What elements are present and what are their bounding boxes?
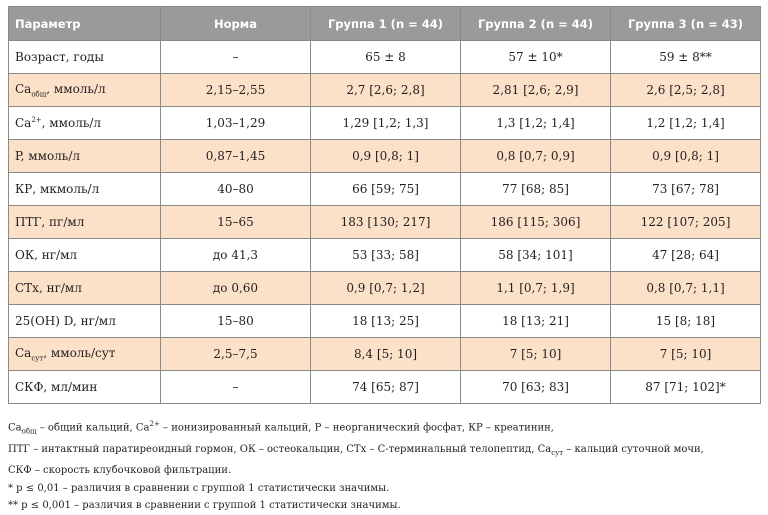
group2-cell: 58 [34; 101] — [461, 239, 611, 272]
note-abbr: Ca — [8, 422, 22, 434]
group3-cell: 87 [71; 102]* — [611, 371, 761, 404]
norm-cell: – — [161, 371, 311, 404]
table-row — [9, 107, 761, 140]
table-footnotes — [8, 416, 760, 515]
group2-cell: 1,3 [1,2; 1,4] — [461, 107, 611, 140]
group3-cell: 59 ± 8** — [611, 41, 761, 74]
param-superscript: 2+ — [31, 116, 42, 124]
table-row — [9, 206, 761, 239]
group3-cell: 47 [28; 64] — [611, 239, 761, 272]
table-row — [9, 338, 761, 371]
param-cell: ПТГ, пг/мл — [9, 206, 161, 239]
table-row — [9, 173, 761, 206]
header-group-2: Группа 2 (n = 44) — [461, 7, 611, 41]
group3-cell: 7 [5; 10] — [611, 338, 761, 371]
note-text: – общий кальций, — [36, 422, 136, 434]
note-superscript: 2+ — [149, 420, 160, 428]
table-row — [9, 371, 761, 404]
group2-cell: 1,1 [0,7; 1,9] — [461, 272, 611, 305]
group3-cell: 15 [8; 18] — [611, 305, 761, 338]
table-row — [9, 305, 761, 338]
group3-cell: 0,8 [0,7; 1,1] — [611, 272, 761, 305]
group3-cell: 2,6 [2,5; 2,8] — [611, 74, 761, 107]
group1-cell: 53 [33; 58] — [311, 239, 461, 272]
group2-cell: 70 [63; 83] — [461, 371, 611, 404]
data-table — [8, 6, 761, 404]
group3-cell: 122 [107; 205] — [611, 206, 761, 239]
group1-cell: 65 ± 8 — [311, 41, 461, 74]
group1-cell: 0,9 [0,7; 1,2] — [311, 272, 461, 305]
param-cell: СКФ, мл/мин — [9, 371, 161, 404]
norm-cell: 15–80 — [161, 305, 311, 338]
footnote-abbreviations-1 — [8, 416, 760, 441]
group2-cell: 2,81 [2,6; 2,9] — [461, 74, 611, 107]
footnote-significance-1: * p ≤ 0,01 – различия в сравнении с группой 1 статистически значимы. — [8, 482, 390, 494]
group3-cell: 73 [67; 78] — [611, 173, 761, 206]
header-group-1: Группа 1 (n = 44) — [311, 7, 461, 41]
group2-cell: 77 [68; 85] — [461, 173, 611, 206]
group2-cell: 0,8 [0,7; 0,9] — [461, 140, 611, 173]
norm-cell: до 41,3 — [161, 239, 311, 272]
header-parameter: Параметр — [9, 7, 161, 41]
group1-cell: 74 [65; 87] — [311, 371, 461, 404]
footnote-significance-2: ** p ≤ 0,001 – различия в сравнении с группой 1 статистически значимы. — [8, 500, 401, 512]
param-unit: , ммоль/л — [46, 81, 106, 96]
group1-cell: 183 [130; 217] — [311, 206, 461, 239]
norm-cell: 40–80 — [161, 173, 311, 206]
group3-cell: 1,2 [1,2; 1,4] — [611, 107, 761, 140]
note-abbr: Ca — [537, 443, 552, 455]
norm-cell: 15–65 — [161, 206, 311, 239]
group2-cell: 7 [5; 10] — [461, 338, 611, 371]
param-cell — [9, 74, 161, 107]
param-cell: ОК, нг/мл — [9, 239, 161, 272]
group2-cell: 186 [115; 306] — [461, 206, 611, 239]
group1-cell: 18 [13; 25] — [311, 305, 461, 338]
group1-cell: 66 [59; 75] — [311, 173, 461, 206]
norm-cell: 2,5–7,5 — [161, 338, 311, 371]
param-cell: P, ммоль/л — [9, 140, 161, 173]
table-row — [9, 74, 761, 107]
param-unit: , ммоль/сут — [43, 345, 116, 360]
note-text: – кальций суточной мочи, — [563, 443, 704, 455]
param-cell: КР, мкмоль/л — [9, 173, 161, 206]
group2-cell: 18 [13; 21] — [461, 305, 611, 338]
note-text: – ионизированный кальций, P – неорганический фосфат, КР – креатинин, — [159, 422, 554, 434]
header-row — [9, 7, 761, 41]
table-row — [9, 140, 761, 173]
param-base: Ca — [15, 116, 32, 130]
norm-cell: 1,03–1,29 — [161, 107, 311, 140]
param-base: Ca — [15, 81, 32, 96]
footnote-abbreviations-2 — [8, 441, 760, 463]
table-row — [9, 41, 761, 74]
norm-cell: 0,87–1,45 — [161, 140, 311, 173]
param-unit: , ммоль/л — [41, 116, 102, 130]
param-cell: Возраст, годы — [9, 41, 161, 74]
param-cell — [9, 338, 161, 371]
table-row — [9, 239, 761, 272]
footnote-abbreviations-3: СКФ – скорость клубочковой фильтрации. — [8, 465, 232, 477]
param-cell: СТх, нг/мл — [9, 272, 161, 305]
note-subscript: общ — [21, 427, 37, 436]
group1-cell: 0,9 [0,8; 1] — [311, 140, 461, 173]
group1-cell: 2,7 [2,6; 2,8] — [311, 74, 461, 107]
group2-cell: 57 ± 10* — [461, 41, 611, 74]
header-group-3: Группа 3 (n = 43) — [611, 7, 761, 41]
note-text: ПТГ – интактный паратиреоидный гормон, ОК – остеокальцин, СТх – С-терминальный телопептид, — [8, 443, 538, 455]
norm-cell: до 0,60 — [161, 272, 311, 305]
group1-cell: 1,29 [1,2; 1,3] — [311, 107, 461, 140]
param-subscript: общ — [31, 90, 47, 99]
data-table-container — [8, 6, 760, 404]
param-cell: 25(OH) D, нг/мл — [9, 305, 161, 338]
param-cell — [9, 107, 161, 140]
header-norm: Норма — [161, 7, 311, 41]
table-row — [9, 272, 761, 305]
param-base: Ca — [15, 345, 32, 360]
param-subscript: сут — [31, 354, 44, 363]
note-subscript: сут — [551, 448, 564, 457]
norm-cell: 2,15–2,55 — [161, 74, 311, 107]
group1-cell: 8,4 [5; 10] — [311, 338, 461, 371]
group3-cell: 0,9 [0,8; 1] — [611, 140, 761, 173]
note-abbr: Ca — [135, 422, 150, 434]
norm-cell: – — [161, 41, 311, 74]
